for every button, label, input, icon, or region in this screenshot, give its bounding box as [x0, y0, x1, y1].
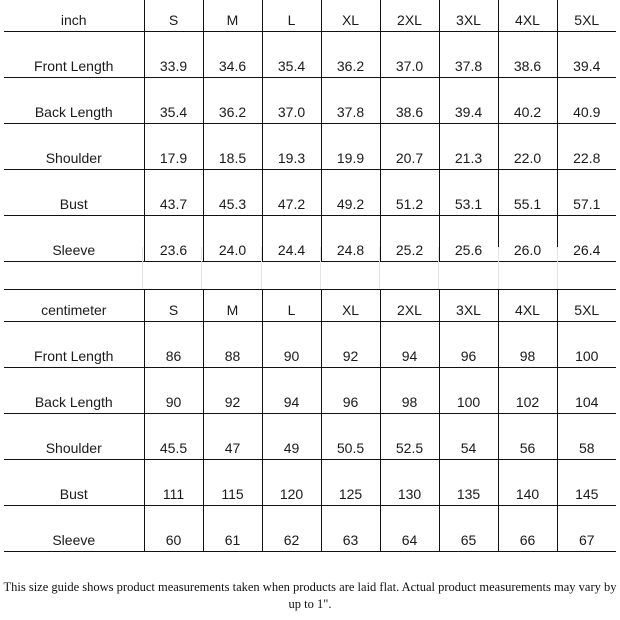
measurement-value: 52.5: [380, 414, 439, 460]
measurement-value: 51.2: [380, 170, 439, 216]
measurement-label: Bust: [4, 170, 144, 216]
measurement-value: 23.6: [144, 216, 203, 262]
measurement-value: 38.6: [498, 32, 557, 78]
measurement-value: 57.1: [557, 170, 616, 216]
measurement-value: 104: [557, 368, 616, 414]
measurement-value: 26.4: [557, 216, 616, 262]
measurement-value: 111: [144, 460, 203, 506]
measurement-value: 19.9: [321, 124, 380, 170]
measurement-label: Shoulder: [4, 124, 144, 170]
measurement-value: 115: [203, 460, 262, 506]
measurement-value: 34.6: [203, 32, 262, 78]
measurement-value: 33.9: [144, 32, 203, 78]
measurement-value: 96: [439, 322, 498, 368]
size-header: L: [262, 290, 321, 322]
measurement-value: 125: [321, 460, 380, 506]
measurement-value: 135: [439, 460, 498, 506]
measurement-value: 26.0: [498, 216, 557, 262]
size-header: S: [144, 290, 203, 322]
measurement-value: 90: [144, 368, 203, 414]
measurement-value: 35.4: [262, 32, 321, 78]
measurement-value: 25.2: [380, 216, 439, 262]
measurement-value: 37.8: [439, 32, 498, 78]
size-header: M: [203, 290, 262, 322]
measurement-note: This size guide shows product measurements taken when products are laid flat. Actual product measurements may vary by up to 1".: [3, 580, 617, 611]
measurement-value: 54: [439, 414, 498, 460]
measurement-value: 58: [557, 414, 616, 460]
measurement-value: 17.9: [144, 124, 203, 170]
measurement-value: 35.4: [144, 78, 203, 124]
measurement-value: 40.9: [557, 78, 616, 124]
measurement-value: 120: [262, 460, 321, 506]
size-header: S: [144, 0, 203, 32]
table-row: [4, 368, 616, 414]
measurement-value: 92: [321, 322, 380, 368]
measurement-value: 40.2: [498, 78, 557, 124]
measurement-value: 20.7: [380, 124, 439, 170]
measurement-value: 66: [498, 506, 557, 552]
measurement-value: 24.4: [262, 216, 321, 262]
measurement-value: 37.0: [262, 78, 321, 124]
measurement-value: 90: [262, 322, 321, 368]
measurement-value: 100: [439, 368, 498, 414]
size-header: 5XL: [557, 290, 616, 322]
table-row: [4, 460, 616, 506]
measurement-value: 47: [203, 414, 262, 460]
measurement-value: 49: [262, 414, 321, 460]
measurement-value: 67: [557, 506, 616, 552]
measurement-value: 88: [203, 322, 262, 368]
measurement-label: Sleeve: [4, 216, 144, 262]
measurement-value: 60: [144, 506, 203, 552]
measurement-value: 64: [380, 506, 439, 552]
size-header: L: [262, 0, 321, 32]
measurement-label: Bust: [4, 460, 144, 506]
measurement-value: 45.5: [144, 414, 203, 460]
size-header: 2XL: [380, 290, 439, 322]
measurement-value: 24.0: [203, 216, 262, 262]
measurement-value: 37.0: [380, 32, 439, 78]
measurement-value: 92: [203, 368, 262, 414]
size-header: M: [203, 0, 262, 32]
measurement-value: 49.2: [321, 170, 380, 216]
measurement-value: 37.8: [321, 78, 380, 124]
measurement-value: 140: [498, 460, 557, 506]
measurement-value: 94: [262, 368, 321, 414]
table-row: [4, 170, 616, 216]
measurement-value: 50.5: [321, 414, 380, 460]
table-row: [4, 32, 616, 78]
size-header: 3XL: [439, 0, 498, 32]
size-header: 3XL: [439, 290, 498, 322]
measurement-value: 145: [557, 460, 616, 506]
measurement-value: 43.7: [144, 170, 203, 216]
measurement-value: 22.0: [498, 124, 557, 170]
size-header: XL: [321, 0, 380, 32]
measurement-value: 36.2: [203, 78, 262, 124]
measurement-value: 39.4: [439, 78, 498, 124]
header-row: [4, 0, 616, 32]
measurement-label: Front Length: [4, 322, 144, 368]
table-row: [4, 506, 616, 552]
table-row: [4, 414, 616, 460]
measurement-value: 47.2: [262, 170, 321, 216]
measurement-label: Shoulder: [4, 414, 144, 460]
measurement-label: Back Length: [4, 368, 144, 414]
measurement-value: 22.8: [557, 124, 616, 170]
measurement-label: Sleeve: [4, 506, 144, 552]
table-row: [4, 322, 616, 368]
measurement-value: 94: [380, 322, 439, 368]
measurement-value: 63: [321, 506, 380, 552]
measurement-value: 25.6: [439, 216, 498, 262]
measurement-value: 21.3: [439, 124, 498, 170]
measurement-value: 98: [498, 322, 557, 368]
table-row: [4, 78, 616, 124]
size-header: XL: [321, 290, 380, 322]
measurement-value: 18.5: [203, 124, 262, 170]
size-header: 5XL: [557, 0, 616, 32]
measurement-value: 62: [262, 506, 321, 552]
measurement-value: 96: [321, 368, 380, 414]
measurement-value: 61: [203, 506, 262, 552]
measurement-value: 53.1: [439, 170, 498, 216]
measurement-value: 130: [380, 460, 439, 506]
size-header: 4XL: [498, 0, 557, 32]
table-row: [4, 124, 616, 170]
measurement-value: 38.6: [380, 78, 439, 124]
measurement-value: 19.3: [262, 124, 321, 170]
measurement-value: 65: [439, 506, 498, 552]
measurement-value: 98: [380, 368, 439, 414]
measurement-value: 55.1: [498, 170, 557, 216]
inch-size-table: [4, 0, 616, 262]
measurement-value: 36.2: [321, 32, 380, 78]
measurement-value: 100: [557, 322, 616, 368]
measurement-value: 39.4: [557, 32, 616, 78]
size-header: 4XL: [498, 290, 557, 322]
measurement-label: Front Length: [4, 32, 144, 78]
table-spacer: [4, 247, 616, 289]
measurement-value: 24.8: [321, 216, 380, 262]
header-row: [4, 290, 616, 322]
size-header: 2XL: [380, 0, 439, 32]
centimeter-size-table: [4, 290, 616, 552]
measurement-value: 45.3: [203, 170, 262, 216]
unit-label: inch: [4, 0, 144, 32]
measurement-value: 86: [144, 322, 203, 368]
measurement-value: 56: [498, 414, 557, 460]
unit-label: centimeter: [4, 290, 144, 322]
measurement-value: 102: [498, 368, 557, 414]
measurement-label: Back Length: [4, 78, 144, 124]
